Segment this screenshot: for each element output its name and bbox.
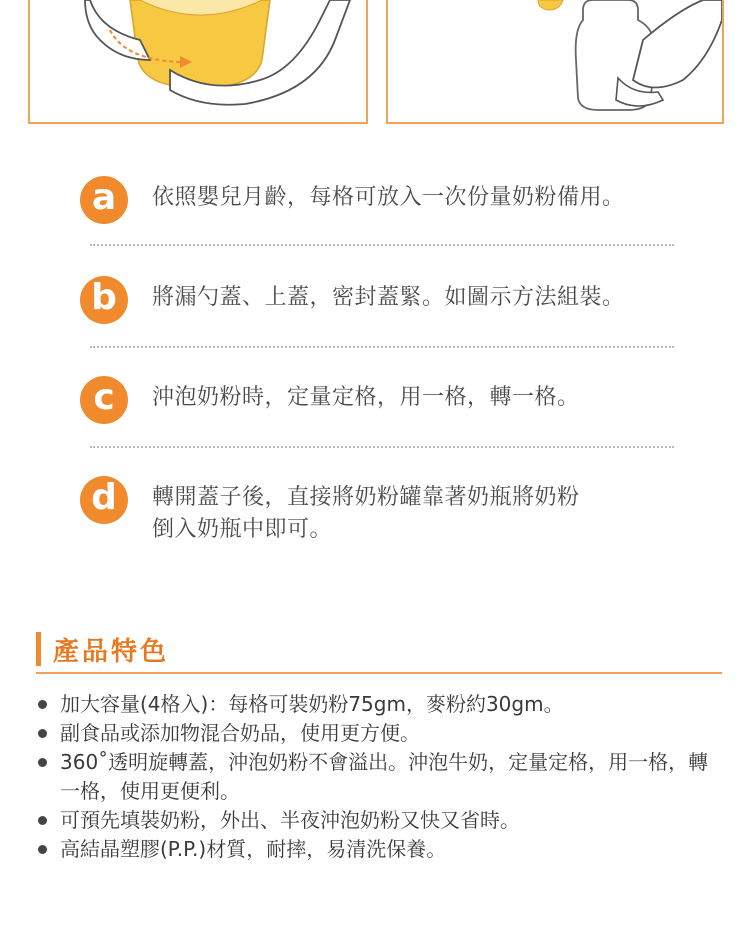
step-text: 轉開蓋子後，直接將奶粉罐靠著奶瓶將奶粉 倒入奶瓶中即可。 bbox=[152, 485, 580, 542]
feature-item: 副食品或添加物混合奶品，使用更方便。 bbox=[36, 719, 726, 748]
dotted-divider bbox=[90, 346, 674, 348]
feature-list bbox=[36, 690, 726, 864]
hands-rotating-illustration bbox=[30, 0, 366, 122]
step-letter-badge: a bbox=[80, 176, 128, 224]
step-b bbox=[80, 276, 680, 324]
dotted-divider bbox=[90, 446, 674, 448]
section-title: 產品特色 bbox=[53, 636, 170, 667]
dotted-divider bbox=[90, 244, 674, 246]
step-a bbox=[80, 176, 680, 224]
feature-item: 高結晶塑膠(P.P.)材質，耐摔，易清洗保養。 bbox=[36, 835, 726, 864]
feature-item: 360˚透明旋轉蓋，沖泡奶粉不會溢出。沖泡牛奶，定量定格，用一格，轉一格，使用更便利。 bbox=[36, 748, 726, 806]
step-letter-badge: d bbox=[80, 476, 128, 524]
step-letter-badge: c bbox=[80, 376, 128, 424]
step-d bbox=[80, 476, 680, 546]
step-c bbox=[80, 376, 680, 424]
section-header bbox=[36, 632, 722, 674]
section-accent-bar bbox=[36, 632, 41, 666]
product-features-section bbox=[36, 632, 722, 674]
feature-item: 可預先填裝奶粉，外出、半夜沖泡奶粉又快又省時。 bbox=[36, 806, 726, 835]
feature-item: 加大容量(4格入)：每格可裝奶粉75gm，麥粉約30gm。 bbox=[36, 690, 726, 719]
step-text: 依照嬰兒月齡，每格可放入一次份量奶粉備用。 bbox=[152, 185, 625, 210]
step-letter-badge: b bbox=[80, 276, 128, 324]
hands-pouring-illustration bbox=[388, 0, 722, 122]
step-text: 將漏勺蓋、上蓋，密封蓋緊。如圖示方法組裝。 bbox=[152, 285, 625, 310]
illustration-pour-container bbox=[386, 0, 724, 124]
illustration-rotate-container bbox=[28, 0, 368, 124]
instruction-steps bbox=[80, 176, 680, 546]
step-text: 沖泡奶粉時，定量定格，用一格，轉一格。 bbox=[152, 385, 580, 410]
